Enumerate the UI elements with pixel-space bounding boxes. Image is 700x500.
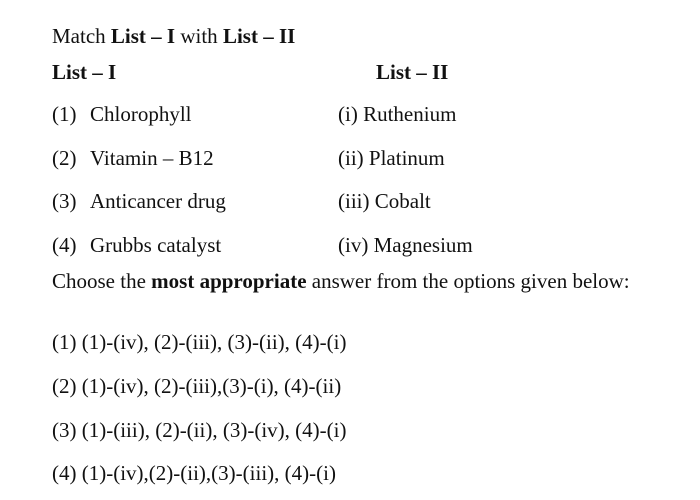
instruction-after: answer from the options given below: bbox=[311, 269, 630, 293]
list1-item-text: Vitamin – B12 bbox=[90, 146, 214, 170]
option-2: (2) (1)-(iv), (2)-(iii),(3)-(i), (4)-(ii) bbox=[52, 374, 342, 398]
list1-item-num: (2) bbox=[52, 146, 77, 170]
list2-item-text: Magnesium bbox=[373, 233, 473, 257]
list2-item bbox=[338, 191, 431, 212]
list2-item-num: (iii) bbox=[338, 189, 370, 213]
question-list2: List – II bbox=[222, 24, 296, 48]
question-line bbox=[52, 26, 295, 47]
instruction-text bbox=[52, 269, 652, 294]
list2-item-num: (iv) bbox=[338, 233, 369, 257]
list1-item-text: Grubbs catalyst bbox=[90, 233, 222, 257]
instruction-before: Choose the bbox=[52, 269, 146, 293]
list2-item-text: Ruthenium bbox=[363, 102, 457, 126]
option-4: (4) (1)-(iv),(2)-(ii),(3)-(iii), (4)-(i) bbox=[52, 461, 336, 485]
list2-item bbox=[338, 148, 445, 169]
list1-item-text: Chlorophyll bbox=[90, 102, 192, 126]
question-prefix: Match bbox=[52, 24, 106, 48]
list2-item-num: (ii) bbox=[338, 146, 364, 170]
list2-header: List – II bbox=[376, 60, 449, 84]
option-1: (1) (1)-(iv), (2)-(iii), (3)-(ii), (4)-(i) bbox=[52, 330, 347, 354]
list2-item-text: Cobalt bbox=[374, 189, 431, 213]
list2-item-num: (i) bbox=[338, 102, 358, 126]
list2-item bbox=[338, 104, 456, 125]
list1-item-num: (3) bbox=[52, 189, 77, 213]
question-with: with bbox=[180, 24, 218, 48]
instruction-bold: most appropriate bbox=[151, 269, 307, 293]
option-3: (3) (1)-(iii), (2)-(ii), (3)-(iv), (4)-(i) bbox=[52, 418, 347, 442]
list1-item bbox=[52, 235, 221, 256]
list2-item-text: Platinum bbox=[368, 146, 445, 170]
list1-header: List – I bbox=[52, 60, 117, 84]
list1-item-text: Anticancer drug bbox=[90, 189, 226, 213]
list2-item bbox=[338, 235, 473, 256]
list1-item bbox=[52, 104, 192, 125]
list1-item bbox=[52, 148, 214, 169]
list1-item-num: (4) bbox=[52, 233, 77, 257]
list1-item-num: (1) bbox=[52, 102, 77, 126]
question-list1: List – I bbox=[110, 24, 176, 48]
list1-item bbox=[52, 191, 226, 212]
